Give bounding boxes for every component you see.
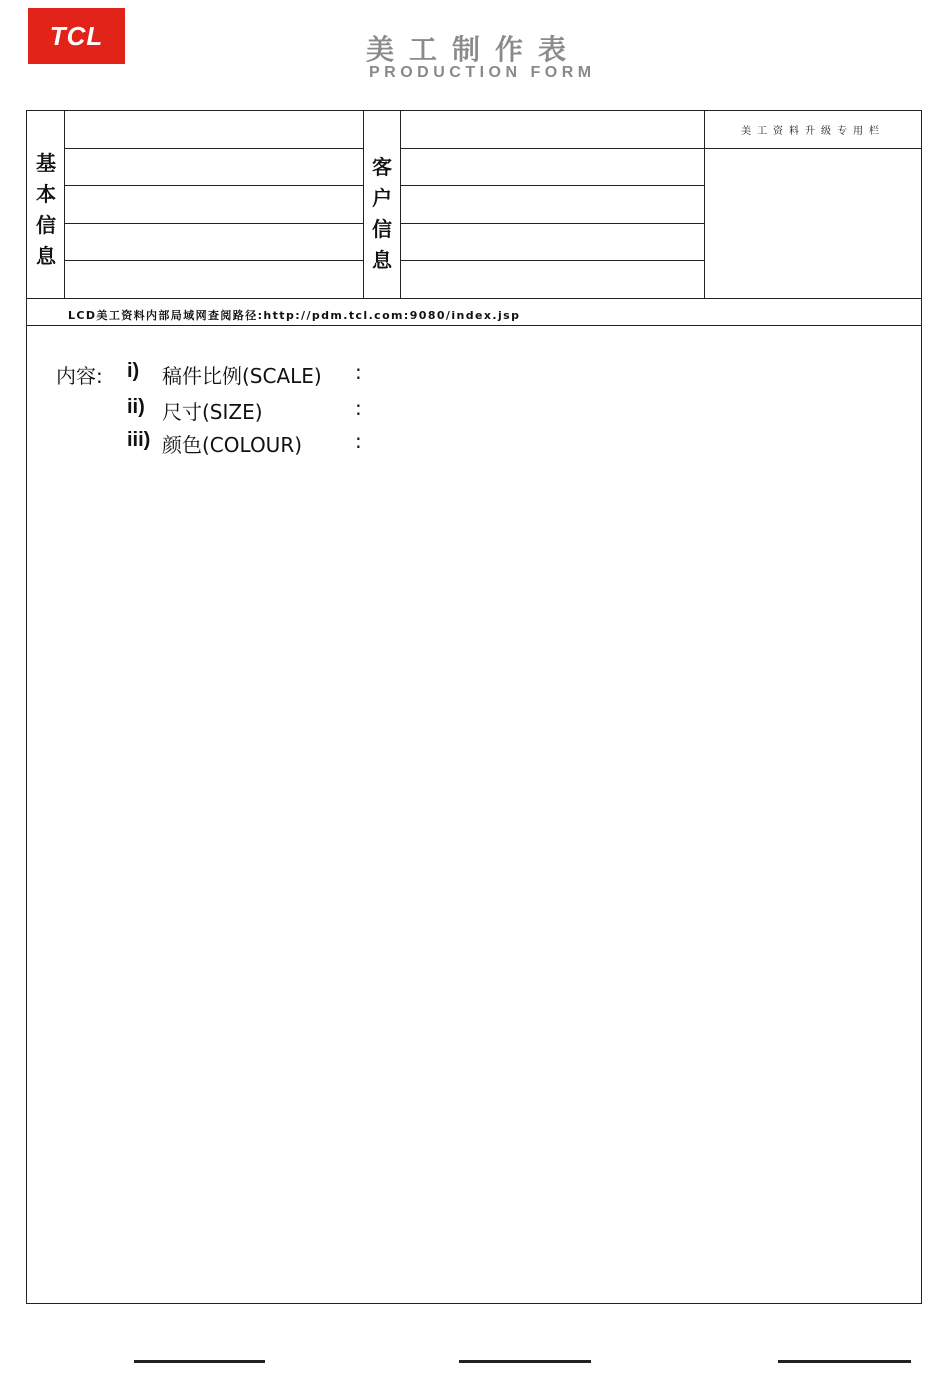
tcl-logo: TCL <box>28 8 125 64</box>
item-scale: 稿件比例(SCALE) <box>162 364 322 388</box>
customer-info-label: 客 户 信 息 <box>372 155 392 272</box>
form-title-cn: 美工制作表 <box>366 33 582 66</box>
divider <box>64 110 65 298</box>
item-colour: 颜色(COLOUR) <box>162 433 303 457</box>
item-colon: : <box>355 429 362 453</box>
item-size: 尺寸(SIZE) <box>162 400 263 424</box>
divider <box>26 325 922 326</box>
signature-line <box>134 1360 265 1363</box>
divider <box>64 260 363 261</box>
item-number: ii) <box>127 396 145 418</box>
divider <box>26 298 922 299</box>
item-colon: : <box>355 396 362 420</box>
content-label: 内容: <box>56 364 103 388</box>
intranet-path-note: LCD美工资料内部局域网查阅路径:http://pdm.tcl.com:9080/index.jsp <box>68 309 521 322</box>
divider <box>400 185 704 186</box>
divider <box>64 148 363 149</box>
divider <box>400 148 704 149</box>
form-frame <box>26 110 922 1304</box>
basic-info-label: 基 本 信 息 <box>36 151 56 268</box>
item-number: i) <box>127 360 140 382</box>
signature-line <box>778 1360 911 1363</box>
form-title-en: PRODUCTION FORM <box>369 64 596 81</box>
item-number: iii) <box>127 429 151 451</box>
item-colon: : <box>355 360 362 384</box>
divider <box>704 110 705 298</box>
divider <box>400 223 704 224</box>
divider <box>704 148 922 149</box>
divider <box>64 223 363 224</box>
divider <box>400 260 704 261</box>
upgrade-column-label: 美工资料升级专用栏 <box>741 126 885 137</box>
divider <box>400 110 401 298</box>
divider <box>64 185 363 186</box>
signature-line <box>459 1360 591 1363</box>
